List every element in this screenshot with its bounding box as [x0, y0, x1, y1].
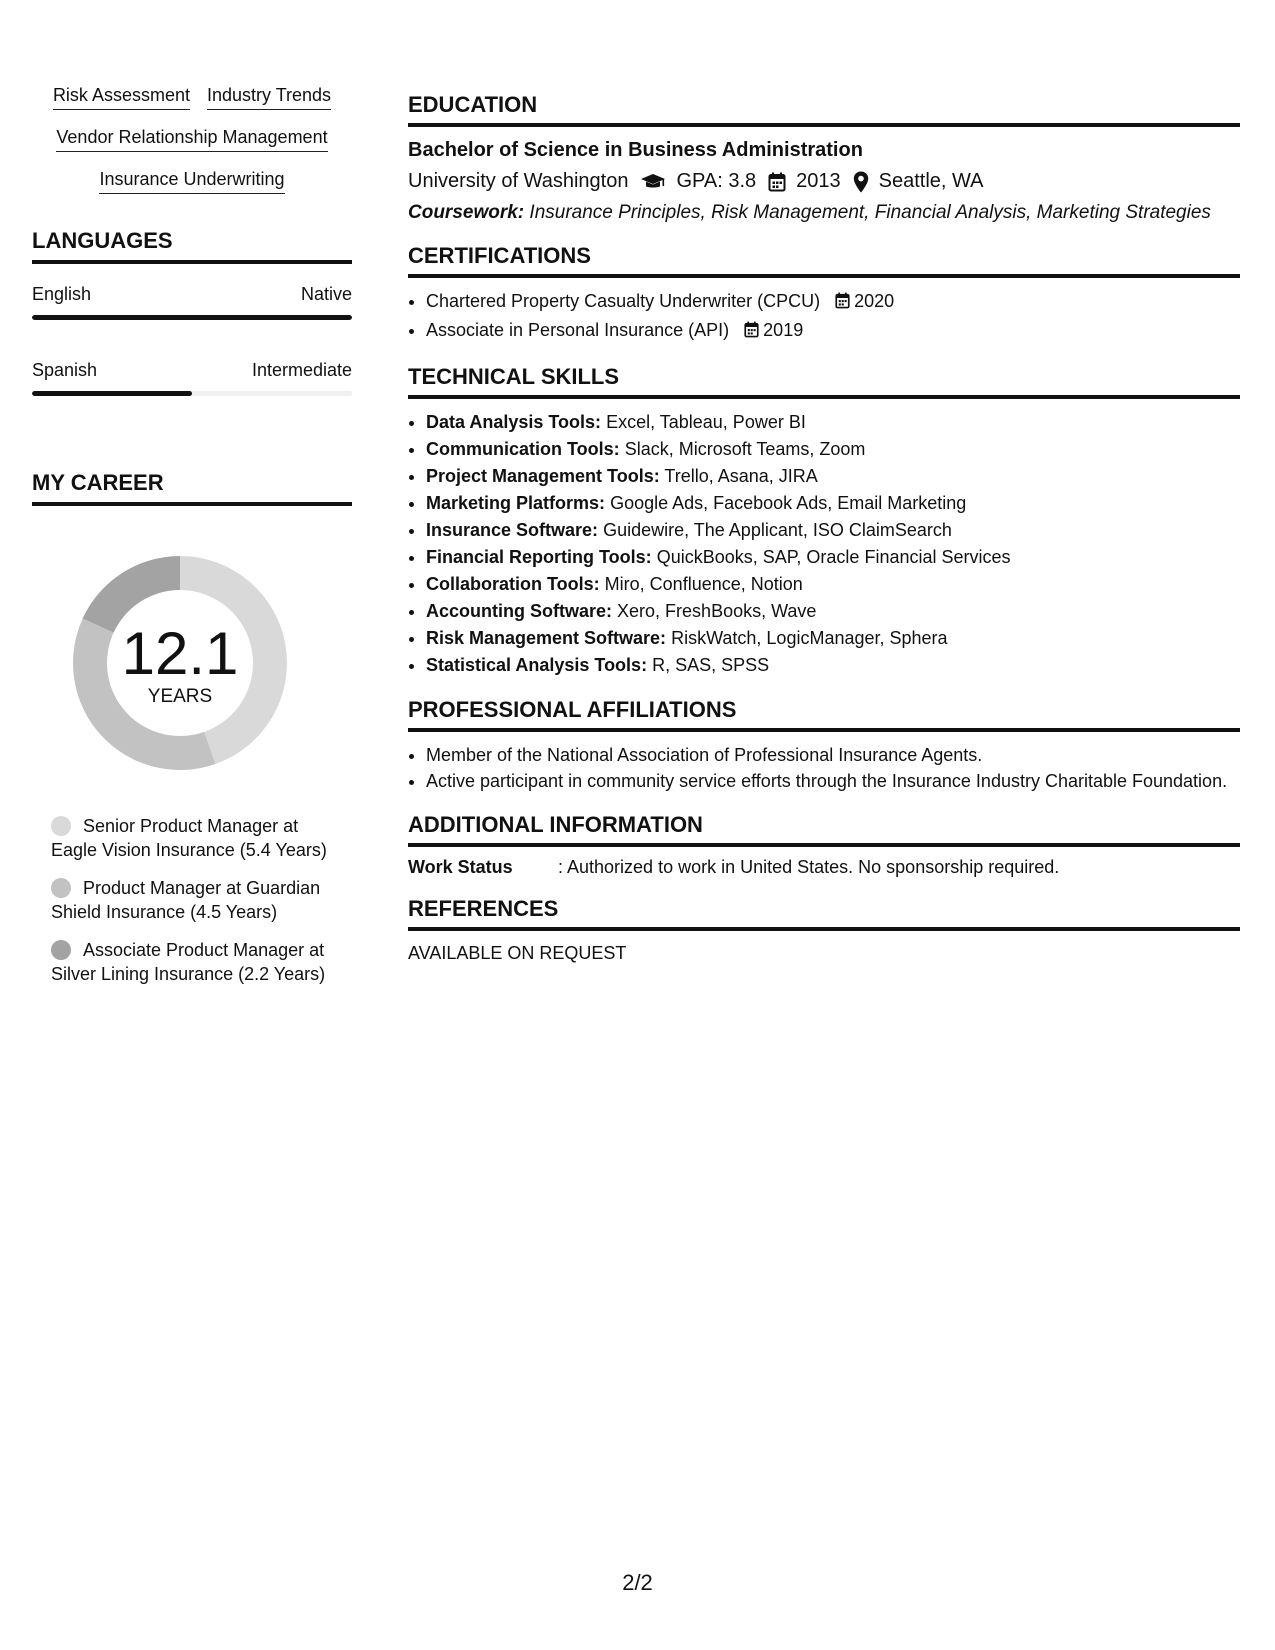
skill-category: Statistical Analysis Tools:: [426, 655, 648, 675]
career-unit: YEARS: [147, 686, 213, 707]
certification-year: 2020: [854, 291, 895, 311]
list-item: [426, 544, 1240, 571]
list-item: [426, 436, 1240, 463]
references-text: AVAILABLE ON REQUEST: [408, 943, 627, 963]
left-column: [32, 84, 352, 1000]
list-item: • Active participant in community service efforts through the Insurance Industry Charitable Foundation.: [426, 768, 1240, 794]
certifications-section: [408, 243, 1240, 346]
certification-name: Associate in Personal Insurance (API): [426, 320, 730, 340]
language-bar-fill: [32, 315, 352, 320]
additional-info-heading: ADDITIONAL INFORMATION: [408, 812, 1240, 847]
skill-values: Excel, Tableau, Power BI: [606, 412, 806, 432]
list-item: [426, 571, 1240, 598]
list-item: [426, 652, 1240, 679]
work-status-value: : Authorized to work in United States. No sponsorship required.: [558, 857, 1060, 877]
list-item: [426, 517, 1240, 544]
page-number: 2/2: [622, 1570, 653, 1595]
skill-tags: [32, 84, 352, 194]
career-total: 12.1: [121, 620, 239, 687]
technical-skills-heading: TECHNICAL SKILLS: [408, 364, 1240, 399]
education-meta: [408, 170, 1240, 193]
skill-category: Insurance Software:: [426, 520, 599, 540]
technical-skills-section: [408, 364, 1240, 679]
career-legend: [51, 814, 331, 986]
calendar-icon: [768, 172, 786, 192]
skill-values: RiskWatch, LogicManager, Sphera: [671, 628, 948, 648]
skill-values: Miro, Confluence, Notion: [604, 574, 803, 594]
career-heading: MY CAREER: [32, 470, 352, 506]
list-item: [426, 598, 1240, 625]
skill-category: Risk Management Software:: [426, 628, 667, 648]
career-item: [51, 814, 331, 862]
list-item: [426, 409, 1240, 436]
language-name: English: [32, 284, 92, 304]
skill-tag: Risk Assessment: [53, 84, 190, 110]
skill-values: Xero, FreshBooks, Wave: [617, 601, 817, 621]
language-level: Intermediate: [251, 360, 352, 380]
language-bar: [32, 391, 352, 396]
languages-section: [32, 228, 352, 396]
degree-title: Bachelor of Science in Business Administration: [408, 139, 863, 161]
certification-year: 2019: [763, 320, 804, 340]
list-item: [426, 490, 1240, 517]
references-heading: REFERENCES: [408, 896, 1240, 931]
affiliations-list: [408, 742, 1240, 794]
skill-values: R, SAS, SPSS: [652, 655, 770, 675]
career-item: [51, 876, 331, 924]
skill-category: Financial Reporting Tools:: [426, 547, 652, 567]
education-heading: EDUCATION: [408, 92, 1240, 127]
calendar-icon: [835, 290, 850, 317]
skill-row: [32, 126, 352, 152]
skill-values: Trello, Asana, JIRA: [664, 466, 818, 486]
calendar-icon: [744, 319, 759, 346]
technical-skills-list: [408, 409, 1240, 679]
location-pin-icon: [853, 171, 869, 193]
skill-tag: Insurance Underwriting: [99, 168, 284, 194]
education-section: [408, 92, 1240, 225]
education-location: Seattle, WA: [878, 170, 984, 192]
language-row: [32, 360, 352, 381]
list-item: • Member of the National Association of Professional Insurance Agents.: [426, 742, 1240, 768]
list-item: [426, 463, 1240, 490]
skill-tag: Vendor Relationship Management: [56, 126, 327, 152]
skill-values: Slack, Microsoft Teams, Zoom: [624, 439, 866, 459]
career-item-label: Product Manager at Guardian Shield Insurance (4.5 Years): [51, 878, 321, 922]
language-bar: [32, 315, 352, 320]
skill-row: [32, 84, 352, 110]
school-name: University of Washington: [408, 170, 629, 192]
career-section: [32, 470, 352, 986]
gpa: GPA: 3.8: [676, 170, 757, 192]
affiliations-heading: PROFESSIONAL AFFILIATIONS: [408, 697, 1240, 732]
list-item: [426, 288, 1240, 317]
skill-values: Google Ads, Facebook Ads, Email Marketing: [610, 493, 967, 513]
work-status-label: Work Status: [408, 857, 513, 877]
certifications-list: [408, 288, 1240, 346]
list-item: [426, 625, 1240, 652]
graduation-year: 2013: [796, 170, 841, 192]
coursework: [408, 201, 1240, 225]
coursework-list: Insurance Principles, Risk Management, Financial Analysis, Marketing Strategies: [529, 202, 1211, 223]
skill-category: Marketing Platforms:: [426, 493, 606, 513]
graduation-cap-icon: [640, 173, 666, 191]
additional-info-section: [408, 812, 1240, 878]
work-status-row: [408, 857, 1240, 878]
skill-category: Data Analysis Tools:: [426, 412, 602, 432]
skill-row: [32, 168, 352, 194]
skill-category: Collaboration Tools:: [426, 574, 600, 594]
language-name: Spanish: [32, 360, 98, 380]
certification-name: Chartered Property Casualty Underwriter (CPCU): [426, 291, 821, 311]
skill-tag: Industry Trends: [207, 84, 331, 110]
skill-category: Communication Tools:: [426, 439, 620, 459]
career-item-label: Associate Product Manager at Silver Lining Insurance (2.2 Years): [51, 940, 326, 984]
languages-list: [32, 284, 352, 396]
legend-dot: [51, 816, 71, 836]
skill-category: Accounting Software:: [426, 601, 613, 621]
career-donut-center: [65, 548, 295, 778]
skill-values: Guidewire, The Applicant, ISO ClaimSearch: [603, 520, 952, 540]
language-bar-fill: [32, 391, 192, 396]
language-level: Native: [300, 284, 352, 304]
coursework-label: Coursework:: [408, 202, 525, 223]
skill-values: QuickBooks, SAP, Oracle Financial Services: [656, 547, 1011, 567]
affiliations-section: [408, 697, 1240, 794]
references-section: [408, 896, 1240, 964]
skill-category: Project Management Tools:: [426, 466, 660, 486]
certifications-heading: CERTIFICATIONS: [408, 243, 1240, 278]
legend-dot: [51, 940, 71, 960]
language-row: [32, 284, 352, 305]
career-donut: [65, 548, 295, 778]
languages-heading: LANGUAGES: [32, 228, 352, 264]
right-column: [408, 92, 1240, 982]
career-item: [51, 938, 331, 986]
career-item-label: Senior Product Manager at Eagle Vision Insurance (5.4 Years): [51, 816, 327, 860]
legend-dot: [51, 878, 71, 898]
list-item: [426, 317, 1240, 346]
